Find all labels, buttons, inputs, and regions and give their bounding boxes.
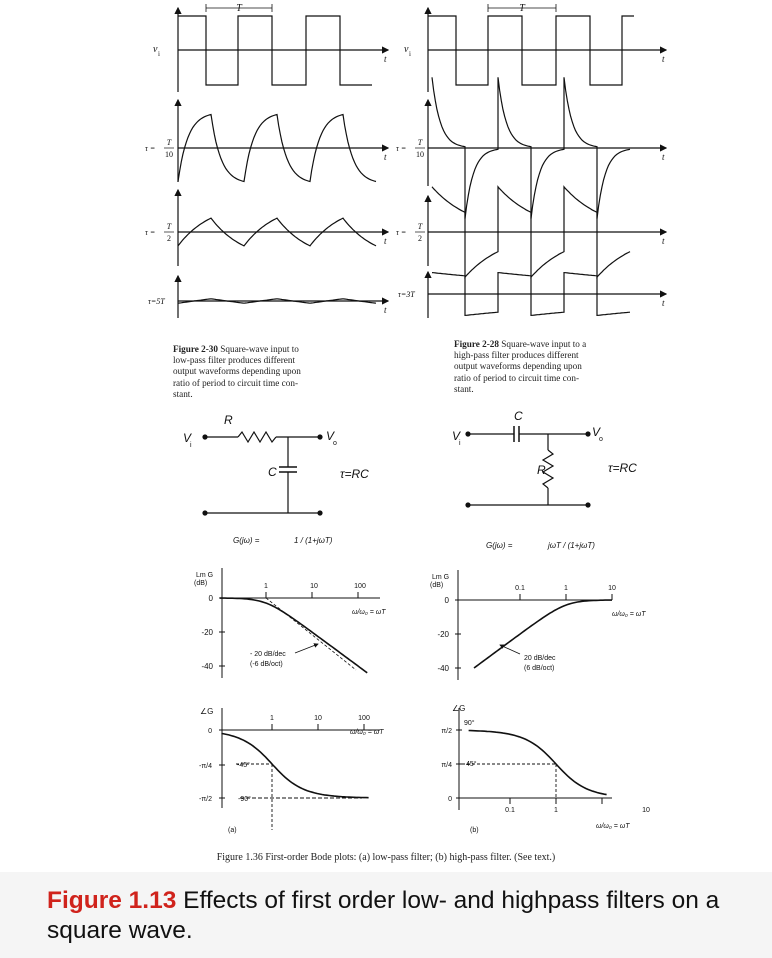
lp-tau-t10-prefix: τ = <box>145 144 156 153</box>
hp-label-r: R <box>537 463 546 477</box>
lp-mag-x-tick-label: 100 <box>354 583 366 590</box>
caption-left-line: Square-wave input to <box>220 344 299 354</box>
lp-tau-t2-prefix: τ = <box>145 228 156 237</box>
lp-phase-45-label: -45° <box>237 762 250 769</box>
lp-tf-lhs: G(jω) = <box>233 536 260 545</box>
lp-phase-90-label: -90° <box>238 796 251 803</box>
lp-circuit-vo-sub: o <box>333 440 337 447</box>
hp-slope-1: 20 dB/dec <box>524 655 556 662</box>
lp-mag-y-tick-label: -20 <box>201 628 213 637</box>
lp-phase-y-tick-label: -π/2 <box>199 796 212 803</box>
lp-slope-2: (-6 dB/oct) <box>250 661 283 668</box>
hp-mag-y-tick-label: -20 <box>437 630 449 639</box>
hp-slope-arrow <box>500 645 520 654</box>
lp-tau-t2-den: 2 <box>167 234 171 243</box>
lp-gnd-terminal <box>318 511 322 515</box>
hp-mag-y-tick-label: -40 <box>437 664 449 673</box>
caption-left-line: output waveforms depending upon <box>173 366 301 377</box>
hp-phase-y-tick-label: 0 <box>448 796 452 803</box>
hp-mag-x-tick-label: 1 <box>564 585 568 592</box>
hp-mag-x-tick-label: 0.1 <box>515 585 525 592</box>
caption-figure-2-28 <box>454 339 634 395</box>
lp-vi-sub: i <box>158 50 160 58</box>
hp-tau-t10-den: 10 <box>416 150 424 159</box>
hp-tf-lhs: G(jω) = <box>486 541 513 550</box>
hp-label-c: C <box>514 409 523 423</box>
lp-slope-1: - 20 dB/dec <box>250 651 286 658</box>
hp-circuit-vi-sub: i <box>459 440 461 447</box>
lp-slope-arrow <box>295 644 318 653</box>
hp-tau-t10-prefix: τ = <box>396 144 407 153</box>
hp-tau-t2-den: 2 <box>418 234 422 243</box>
lp-mag-yunit: (dB) <box>194 580 208 587</box>
hp-phase-y-tick-label: π/4 <box>441 762 452 769</box>
panel-label-a: (a) <box>228 827 237 834</box>
lp-label-r: R <box>224 413 233 427</box>
lp-tau-t2-num: T <box>166 222 172 231</box>
lp-row2-t-label: t <box>384 152 387 162</box>
hp-slope-2: (6 dB/oct) <box>524 665 555 672</box>
book-figure-caption: Figure 1.36 First-order Bode plots: (a) low-pass filter; (b) high-pass filter. (See text.) <box>216 852 556 863</box>
hp-phase-curve <box>469 731 607 795</box>
caption-right-line: high-pass filter produces different <box>454 350 579 361</box>
hp-circuit-vo: V <box>592 425 601 439</box>
caption-left-number: Figure 2-30 <box>173 344 218 354</box>
lp-tf-rhs: 1 / (1+jωT) <box>294 536 333 545</box>
lp-out-terminal <box>318 435 322 439</box>
lp-label-c: C <box>268 465 277 479</box>
hp-vi-label: v <box>404 44 409 55</box>
panel-label-b: (b) <box>470 827 479 834</box>
hp-circuit-vi: V <box>452 429 461 443</box>
lp-resistor <box>238 432 276 442</box>
hp-phase-x-tick-label: 1 <box>554 807 558 814</box>
lp-phase-ylabel: ∠G <box>200 707 214 716</box>
hp-tau-3t: τ=3T <box>398 290 415 299</box>
hp-row4-t-label: t <box>662 298 665 308</box>
lp-period-label: T <box>236 3 242 14</box>
lp-vi-label: v <box>153 44 158 55</box>
hp-tau-t2-prefix: τ = <box>396 228 407 237</box>
lp-tau-rc: τ=RC <box>340 467 369 481</box>
hp-tau-t10-num: T <box>417 138 423 147</box>
hp-tf-rhs: jωT / (1+jωT) <box>548 541 595 550</box>
caption-left-line: low-pass filter produces different <box>173 355 296 366</box>
hp-tau-rc: τ=RC <box>608 461 637 475</box>
lp-phase-y-tick-label: -π/4 <box>199 763 212 770</box>
lp-circuit-vi: V <box>183 431 192 445</box>
caption-left-line: stant. <box>173 388 193 399</box>
caption-right-line: ratio of period to circuit time con- <box>454 372 580 383</box>
lp-mag-y-tick-label: 0 <box>208 594 213 603</box>
hp-mag-xlabel: ω/ω₀ = ωT <box>612 611 646 618</box>
lp-mag-xlabel: ω/ω₀ = ωT <box>352 609 386 616</box>
lp-mag-asymptote <box>266 598 356 670</box>
hp-row3-t-label: t <box>662 236 665 246</box>
lp-row4-t-label: t <box>384 305 387 315</box>
slide-caption-text: Effects of first order low- and highpass filters on a square wave. <box>47 887 720 944</box>
slide-caption <box>47 886 747 946</box>
lp-row3-t-label: t <box>384 236 387 246</box>
hp-mag-ylabel: Lm G <box>432 574 450 581</box>
hp-tau-t2-num: T <box>417 222 423 231</box>
hp-row2-t-label: t <box>662 152 665 162</box>
hp-mag-y-tick-label: 0 <box>444 596 449 605</box>
hp-phase-45-label: 45° <box>466 761 477 768</box>
hp-circuit-vo-sub: o <box>599 436 603 443</box>
hp-out-terminal <box>586 432 590 436</box>
lp-tau-t10-den: 10 <box>165 150 173 159</box>
caption-left-line: ratio of period to circuit time con- <box>173 377 299 388</box>
lp-mag-ylabel: Lm G <box>196 572 214 579</box>
lp-phase-x-tick-label: 10 <box>314 715 322 722</box>
caption-right-number: Figure 2-28 <box>454 339 499 349</box>
lp-circuit-vo: V <box>326 429 335 443</box>
hp-mag-x-tick-label: 10 <box>608 585 616 592</box>
lp-mag-y-tick-label: -40 <box>201 662 213 671</box>
hp-mag-yunit: (dB) <box>430 582 444 589</box>
lp-tau-t10-num: T <box>166 138 172 147</box>
hp-vi-sub: i <box>409 50 411 58</box>
caption-right-line: output waveforms depending upon <box>454 361 582 372</box>
lp-tau-5t: τ=5T <box>148 297 165 306</box>
caption-figure-2-30 <box>173 344 353 400</box>
hp-phase-x-tick-label: 0.1 <box>505 807 515 814</box>
hp-phase-ylabel: ∠G <box>452 704 466 713</box>
lp-input-t-label: t <box>384 54 387 64</box>
hp-period-label: T <box>519 3 525 14</box>
hp-phase-y-tick-label: π/2 <box>441 728 452 735</box>
lp-mag-x-tick-label: 1 <box>264 583 268 590</box>
caption-right-line: Square-wave input to a <box>501 339 587 349</box>
slide-caption-number: Figure 1.13 <box>47 887 177 914</box>
lp-phase-xlabel: ω/ω₀ = ωT <box>350 729 384 736</box>
lp-phase-y-tick-label: 0 <box>208 728 212 735</box>
lp-phase-x-tick-label: 100 <box>358 715 370 722</box>
lp-circuit-vi-sub: i <box>190 442 192 449</box>
lp-mag-x-tick-label: 10 <box>310 583 318 590</box>
hp-phase-90-label: 90° <box>464 720 475 727</box>
hp-gnd-terminal <box>586 503 590 507</box>
lp-phase-x-tick-label: 1 <box>270 715 274 722</box>
hp-phase-xlabel: ω/ω₀ = ωT <box>596 823 630 830</box>
caption-right-line: stant. <box>454 383 474 394</box>
hp-input-t-label: t <box>662 54 665 64</box>
hp-phase-x-tick-label: 10 <box>642 807 650 814</box>
